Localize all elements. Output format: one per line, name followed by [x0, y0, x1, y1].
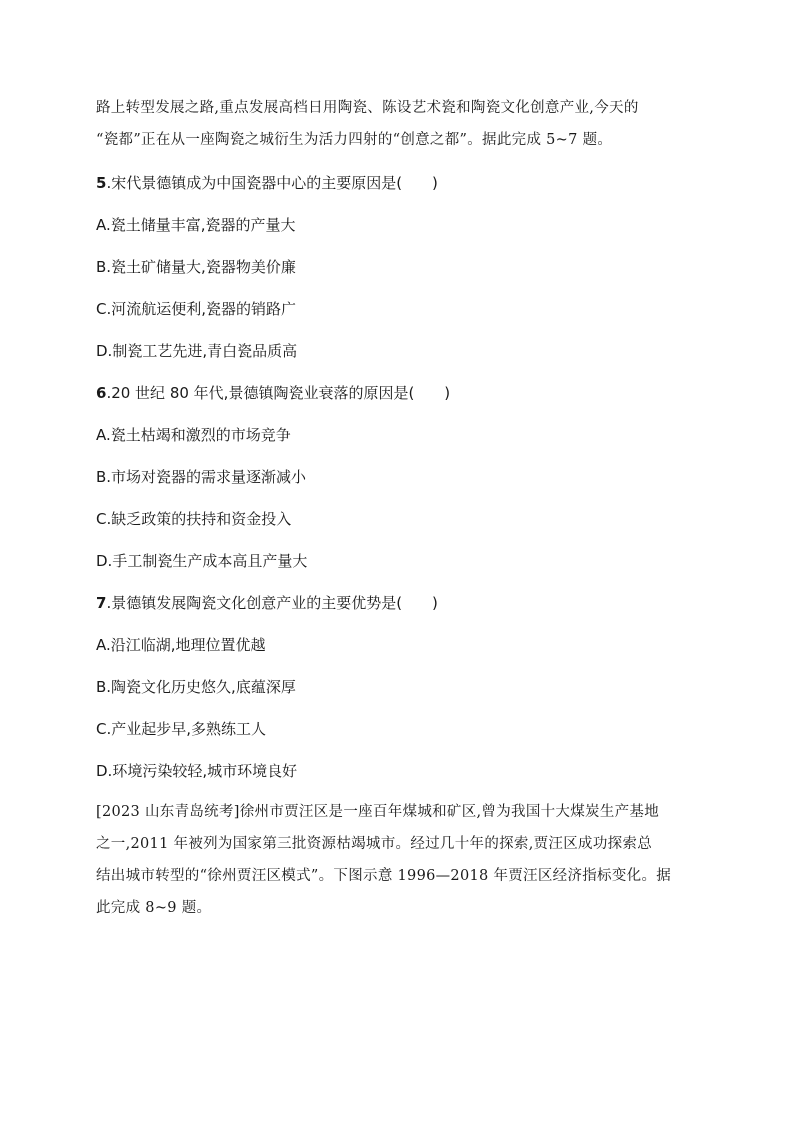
question-7-option-b: B.陶瓷文化历史悠久,底蕴深厚: [96, 678, 296, 696]
intro-line-2: “瓷都”正在从一座陶瓷之城衍生为活力四射的“创意之都”。据此完成 5~7 题。: [96, 132, 613, 148]
intro-paragraph: [96, 92, 700, 156]
reference-line-2: 之一,2011 年被列为国家第三批资源枯竭城市。经过几十年的探索,贾汪区成功探索总: [96, 836, 653, 852]
question-7-stem: [96, 591, 700, 615]
question-5-option-d: D.制瓷工艺先进,青白瓷品质高: [96, 342, 298, 360]
intro-line-1: 路上转型发展之路,重点发展高档日用陶瓷、陈设艺术瓷和陶瓷文化创意产业,今天的: [96, 100, 639, 116]
question-6-option-a: A.瓷土枯竭和激烈的市场竞争: [96, 426, 291, 444]
question-5-option-b: B.瓷土矿储量大,瓷器物美价廉: [96, 258, 296, 276]
question-5-option-a: A.瓷土储量丰富,瓷器的产量大: [96, 216, 296, 234]
question-6-option-b: B.市场对瓷器的需求量逐渐减小: [96, 468, 307, 486]
question-7-option-d: D.环境污染较轻,城市环境良好: [96, 762, 298, 780]
question-number: 5: [96, 174, 107, 192]
question-text: .宋代景德镇成为中国瓷器中心的主要原因是( ): [106, 174, 438, 192]
question-6-option-d: D.手工制瓷生产成本高且产量大: [96, 552, 308, 570]
reference-paragraph: [96, 796, 700, 924]
question-5-stem: [96, 171, 700, 195]
reference-line-3: 结出城市转型的“徐州贾汪区模式”。下图示意 1996—2018 年贾汪区经济指标变化。据: [96, 868, 672, 884]
question-7-option-c: C.产业起步早,多熟练工人: [96, 720, 267, 738]
reference-line-1: [2023 山东青岛统考]徐州市贾汪区是一座百年煤城和矿区,曾为我国十大煤炭生产基地: [96, 804, 660, 820]
question-7-option-a: A.沿江临湖,地理位置优越: [96, 636, 266, 654]
question-6-stem: [96, 381, 700, 405]
question-5-option-c: C.河流航运便利,瓷器的销路广: [96, 300, 297, 318]
question-number: 7: [96, 594, 107, 612]
reference-line-4: 此完成 8~9 题。: [96, 900, 212, 916]
question-text: .20 世纪 80 年代,景德镇陶瓷业衰落的原因是( ): [106, 384, 451, 402]
question-text: .景德镇发展陶瓷文化创意产业的主要优势是( ): [106, 594, 438, 612]
question-number: 6: [96, 384, 107, 402]
question-6-option-c: C.缺乏政策的扶持和资金投入: [96, 510, 292, 528]
